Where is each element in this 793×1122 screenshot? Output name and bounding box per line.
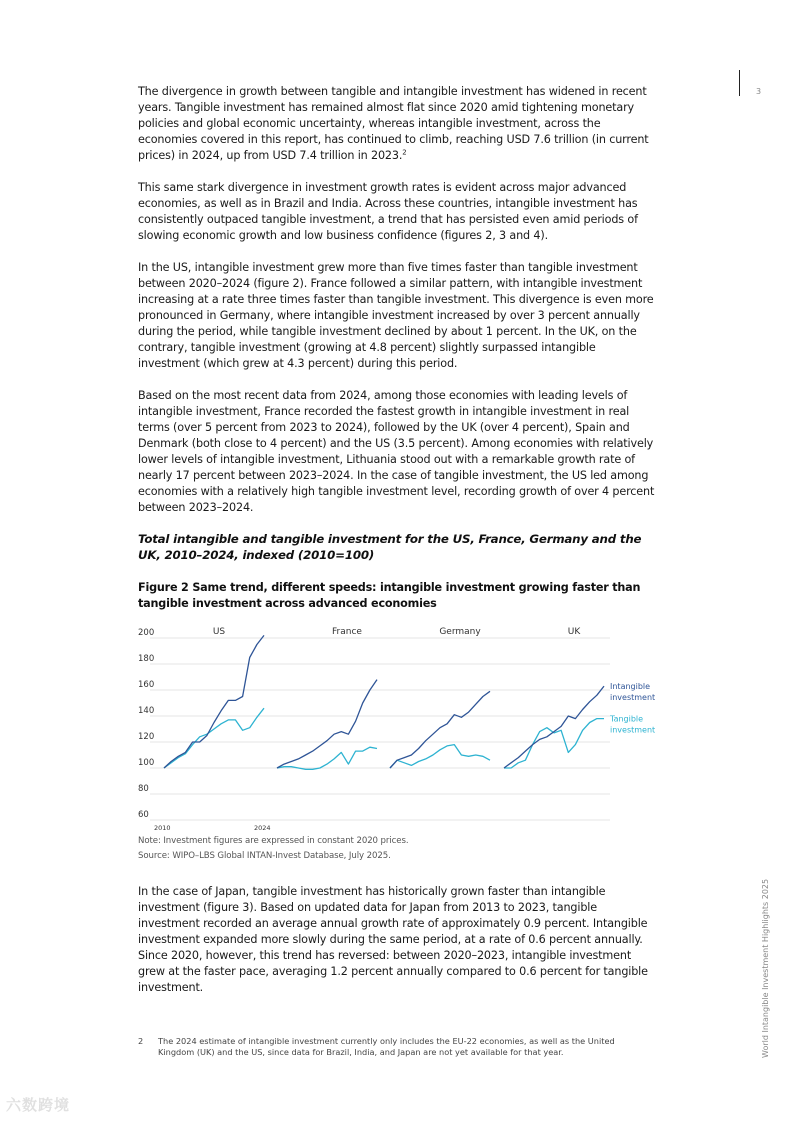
page-number-rule [739,70,740,96]
y-tick-label: 180 [138,654,155,664]
series-line-uk-tangible [504,719,604,768]
y-tick-label: 100 [138,758,155,768]
series-line-us-intangible [164,635,264,768]
paragraph-3: In the US, intangible investment grew more than five times faster than tangible investment between 2020–2024 (figure 2). France followed a similar pattern, with intangible investment increasing at a rate three times faster than tangible investment. This divergence is even more pronounced in Germany, where intangible investment increased by over 3 percent annually during the period, while tangible investment declined by about 1 percent. In the UK, on the contrary, tangible investment (growing at 4.8 percent) slightly surpassed intangible investment (which grew at 4.3 percent) during this period. [138,261,654,370]
x-tick-label: 2010 [154,824,171,830]
publication-side-title: World Intangible Investment Highlights 2025 [761,878,770,1058]
y-tick-label: 160 [138,680,155,690]
figure-title: Figure 2 Same trend, different speeds: intangible investment growing faster than tangible investment across advanced economies [138,581,641,610]
y-tick-label: 140 [138,706,155,716]
footnote-text: The 2024 estimate of intangible investment currently only includes the EU-22 economies, as well as the United Kingdom (UK) and the US, since data for Brazil, India, and Japan are not yet available for that year. [158,1036,615,1057]
paragraph-5: In the case of Japan, tangible investment has historically grown faster than intangible investment (figure 3). Based on updated data for Japan from 2013 to 2023, tangible investment recorded an average annual growth rate of approximately 0.9 percent. Intangible investment expanded more slowly during the same period, at a rate of 0.6 percent annually. Since 2020, however, this trend has reversed: between 2020–2023, intangible investment grew at the faster pace, averaging 1.2 percent annually compared to 0.6 percent for tangible investment. [138,885,648,994]
series-line-us-tangible [164,708,264,768]
series-line-france-tangible [277,747,377,769]
line-chart [130,620,670,830]
y-tick-label: 120 [138,732,155,742]
legend-intangible: Intangible [610,682,651,692]
x-tick-label: 2024 [254,824,271,830]
series-line-uk-intangible [504,686,604,768]
panel-title-uk: UK [567,627,581,637]
legend-tangible: Tangible [610,714,644,724]
paragraph-2: This same stark divergence in investment growth rates is evident across major advanced economies, as well as in Brazil and India. Across these countries, intangible investment has consistently outpaced tangible investment, a trend that has persisted even amid periods of slowing economic growth and low business confidence (figures 2, 3 and 4). [138,181,638,242]
y-tick-label: 60 [138,810,149,820]
page-number: 3 [756,87,762,96]
panel-title-germany: Germany [439,627,481,637]
series-line-germany-intangible [390,691,490,768]
footnote-reference[interactable]: 2 [402,148,407,157]
paragraph-1 [138,84,658,164]
section-heading: Total intangible and tangible investment for the US, France, Germany and the UK, 2010–2024, indexed (2010=100) [138,532,642,562]
figure-note: Note: Investment figures are expressed in constant 2020 prices. [138,836,409,846]
paragraph-4: Based on the most recent data from 2024, among those economies with leading levels of intangible investment, France recorded the fastest growth in intangible investment in real terms (over 5 percent from 2023 to 2024), followed by the UK (over 4 percent), Spain and Denmark (both close to 4 percent) and the US (3.5 percent). Among economies with relatively lower levels of intangible investment, Lithuania stood out with a remarkable growth rate of nearly 17 percent between 2023–2024. In the case of tangible investment, the US led among economies with a relatively high tangible investment level, recording growth of over 4 percent between 2023–2024. [138,389,655,514]
series-line-france-intangible [277,680,377,768]
y-tick-label: 80 [138,784,149,794]
panel-title-france: France [332,627,362,637]
y-tick-label: 200 [138,628,155,638]
panel-title-us: US [212,627,226,637]
figure-source: Source: WIPO–LBS Global INTAN-Invest Database, July 2025. [138,851,391,861]
legend-tangible-line2: investment [610,725,656,735]
legend-intangible-line2: investment [610,693,656,703]
watermark-logo: 六数跨境 [6,1096,71,1114]
footnote [138,1036,638,1057]
footnote-number: 2 [138,1036,144,1046]
series-line-germany-tangible [390,745,490,768]
paragraph-1-text: The divergence in growth between tangible and intangible investment has widened in recent years. Tangible investment has remained almost flat since 2020 amid tightening monetary policies and global economic uncertainty, whereas intangible investment, across the economies covered in this report, has continued to climb, reaching USD 7.6 trillion (in current prices) in 2024, up from USD 7.4 trillion in 2023. [138,85,649,162]
